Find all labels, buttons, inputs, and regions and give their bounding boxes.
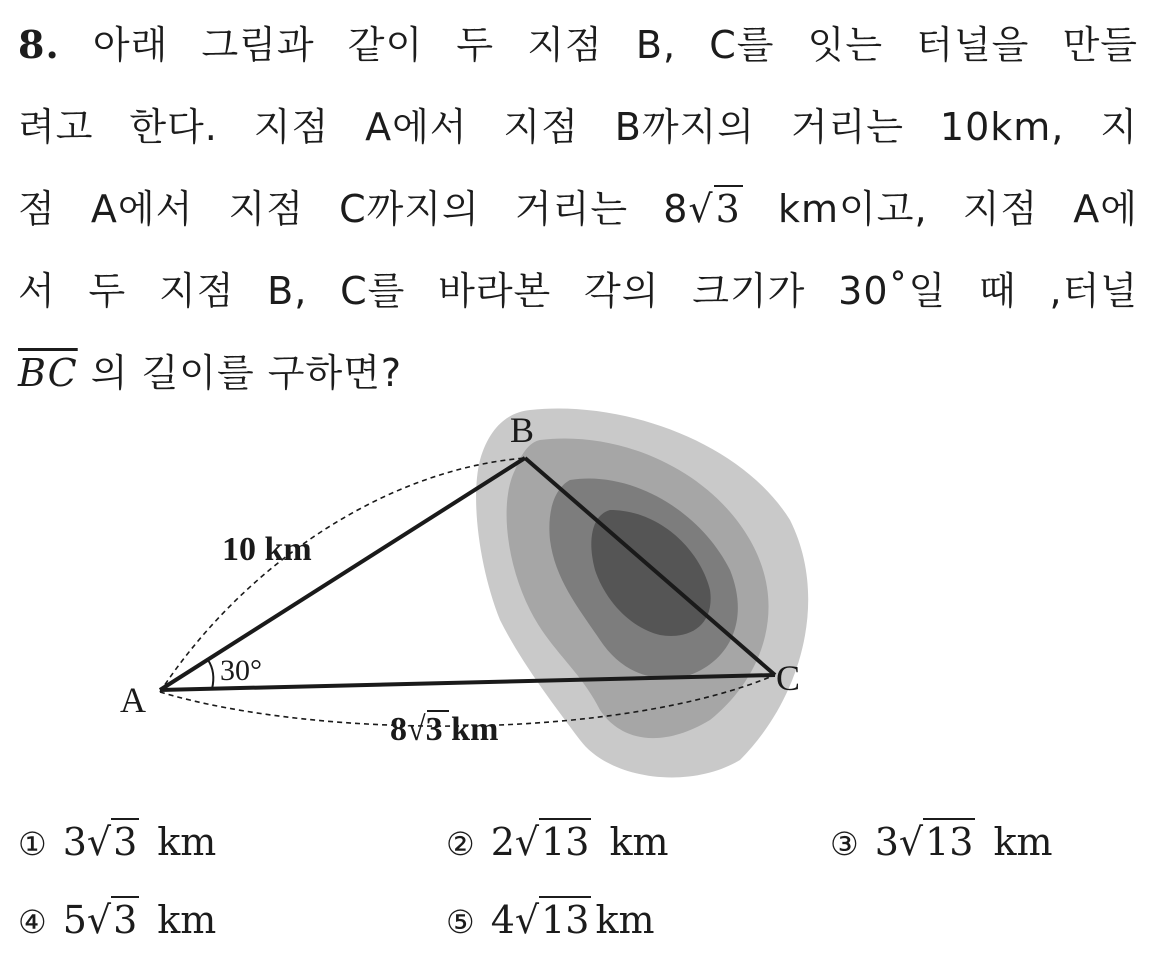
label-c: C xyxy=(776,658,801,698)
question-line-3-pre: 점 A에서 지점 C까지의 거리는 8 xyxy=(18,187,689,231)
sqrt-radicand: 3 xyxy=(715,187,741,231)
question-text xyxy=(18,4,1138,414)
label-ac-length xyxy=(390,711,498,748)
choice-1[interactable] xyxy=(18,820,216,864)
choice-coef: 3 xyxy=(62,820,87,864)
choice-coef: 3 xyxy=(874,820,899,864)
choice-2[interactable] xyxy=(446,820,669,864)
choice-marker: ④ xyxy=(18,903,47,941)
triangle-figure xyxy=(100,400,860,790)
choice-marker: ① xyxy=(18,825,47,863)
angle-arc xyxy=(208,660,213,689)
question-number: 8. xyxy=(18,22,60,67)
label-a: A xyxy=(120,680,146,720)
segment-bc: $\overline{BC}$ xyxy=(18,351,78,395)
label-ac-root: √ xyxy=(407,711,426,748)
label-ac-coef: 8 xyxy=(390,711,407,748)
label-angle: 30° xyxy=(220,654,262,687)
choice-marker: ⑤ xyxy=(446,903,475,941)
question-line-4: 서 두 지점 B, C를 바라본 각의 크기가 30˚일 때 ,터널 xyxy=(18,269,1138,313)
label-ac-unit: km xyxy=(442,711,499,748)
svg-text:8√3 km xyxy=(390,711,498,748)
question-line-1 xyxy=(18,4,1138,86)
question-line-5-post: 의 길이를 구하면? xyxy=(77,351,403,395)
question-line-1-text: 아래 그림과 같이 두 지점 B, C를 잇는 터널을 만들 xyxy=(92,23,1138,67)
sqrt-radicand: 13 xyxy=(541,820,590,864)
question-line-2: 려고 한다. 지점 A에서 지점 B까지의 거리는 10km, 지 xyxy=(18,105,1138,149)
question-line-3 xyxy=(18,168,1138,250)
sqrt-expression: √13 xyxy=(898,820,974,864)
choice-coef: 4 xyxy=(490,898,515,942)
sqrt-expression: √3 xyxy=(688,187,741,231)
sqrt-radicand: 13 xyxy=(541,898,590,942)
choice-unit: km xyxy=(157,898,217,942)
segment-ab xyxy=(160,458,525,690)
sqrt-radicand: 13 xyxy=(925,820,974,864)
choice-4[interactable] xyxy=(18,898,216,942)
sqrt-expression: √3 xyxy=(86,820,138,864)
choice-marker: ③ xyxy=(830,825,859,863)
choice-marker: ② xyxy=(446,825,475,863)
choice-unit: km xyxy=(993,820,1053,864)
choice-unit: km xyxy=(609,820,669,864)
question-line-3-post: km이고, 지점 A에 xyxy=(742,187,1139,231)
sqrt-expression: √3 xyxy=(86,898,138,942)
label-ac-radicand: 3 xyxy=(425,711,443,748)
sqrt-radicand: 3 xyxy=(113,820,138,864)
sqrt-expression: √13 xyxy=(514,820,590,864)
sqrt-expression: √13 xyxy=(514,898,590,942)
label-ab-length: 10 km xyxy=(222,531,312,568)
choice-5[interactable] xyxy=(446,898,655,942)
choice-coef: 5 xyxy=(62,898,87,942)
choice-unit: km xyxy=(157,820,217,864)
choice-unit: km xyxy=(595,898,655,942)
sqrt-radicand: 3 xyxy=(113,898,138,942)
label-b: B xyxy=(510,410,535,450)
choice-3[interactable] xyxy=(830,820,1053,864)
choice-coef: 2 xyxy=(490,820,515,864)
terrain-shading xyxy=(476,408,808,777)
